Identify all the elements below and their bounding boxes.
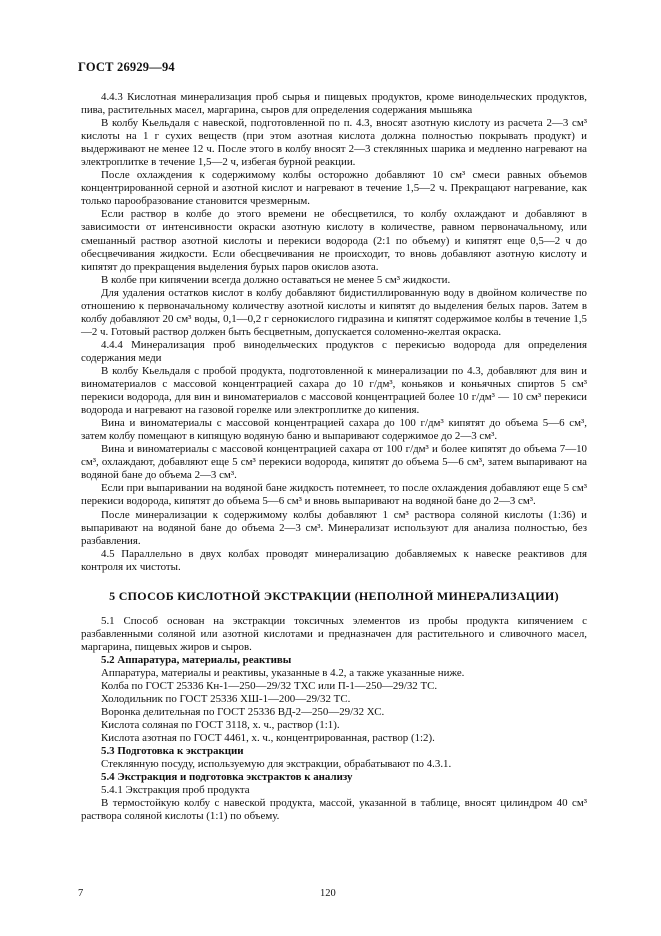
list-item: Колба по ГОСТ 25336 Кн-1—250—29/32 ТХС или П-1—250—29/32 ТС.	[101, 680, 438, 693]
paragraph: В колбе при кипячении всегда должно оставаться не менее 5 см³ жидкости.	[101, 273, 451, 286]
paragraph: В колбу Кьельдаля с навеской, подготовленной по п. 4.3, вносят азотную кислоту из расчета 2—3 см³ кислоты на 1 г сухих веществ (при этом азотная кислота должна полностью покрывать продукт) и выдерживают не менее 12 ч. После этого в колбу вносят 2—3 стеклянных шарика и медленно нагревают на электроплитке в течение 1,5—2 ч, избегая бурной реакции.	[81, 117, 587, 169]
paragraph-5-1: 5.1 Способ основан на экстракции токсичных элементов из пробы продукта кипячением с разбавленными соляной или азотной кислотами и предназначен для растительного и сливочного масел, маргарина, пищевых жиров и сыров.	[81, 614, 587, 653]
document-body	[81, 91, 587, 824]
paragraph: Вина и виноматериалы с массовой концентрацией сахара от 100 г/дм³ и более кипятят до объема 7—10 см³, охлаждают, добавляют еще 5 см³ перекиси водорода, кипятят до объема 5—6 см³, затем выпаривают на водяной бане до объема 2—3 см³.	[81, 443, 587, 482]
subsection-heading-5-4: 5.4 Экстракция и подготовка экстрактов к анализу	[101, 771, 353, 784]
paragraph: Если раствор в колбе до этого времени не обесцветился, то колбу охлаждают и добавляют в зависимости от интенсивности окраски азотную кислоту в количестве, равном первоначальному, или смешанный раствор азотной кислоты и перекиси водорода (2:1 по объему) и кипятят еще 0,5—2 ч до обесцвечивания жидкости. Если обесцвечивания не происходит, то вновь добавляют азотную кислоту и кипятят до прекращения выделения бурых паров окислов азота.	[81, 208, 587, 273]
list-item: Кислота азотная по ГОСТ 4461, х. ч., концентрированная, раствор (1:2).	[101, 732, 435, 745]
subsection-heading-5-2: 5.2 Аппаратура, материалы, реактивы	[101, 653, 292, 666]
document-header: ГОСТ 26929—94	[78, 60, 175, 74]
list-item: Аппаратура, материалы и реактивы, указанные в 4.2, а также указанные ниже.	[101, 666, 465, 679]
list-item: Кислота соляная по ГОСТ 3118, х. ч., раствор (1:1).	[101, 719, 340, 732]
paragraph: Вина и виноматериалы с массовой концентрацией сахара до 100 г/дм³ кипятят до объема 5—6 см³, затем колбу помещают в кипящую водяную баню и выпаривают содержимое до 2—3 см³.	[81, 417, 587, 443]
paragraph-4-5: 4.5 Параллельно в двух колбах проводят минерализацию добавляемых к навеске реактивов для контроля их чистоты.	[81, 547, 587, 573]
list-item: Холодильник по ГОСТ 25336 ХШ-1—200—29/32 ТС.	[101, 693, 351, 706]
page-number-center: 120	[320, 888, 336, 899]
paragraph: После минерализации к содержимому колбы добавляют 1 см³ раствора соляной кислоты (1:36) и выпаривают на водяной бане до объема 2—3 см³. Минерализат используют для анализа полностью, без разбавления.	[81, 508, 587, 547]
paragraph: В колбу Кьельдаля с пробой продукта, подготовленной к минерализации по 4.3, добавляют для вин и виноматериалов с массовой концентрацией сахара до 10 г/дм³, коньяков и коньячных спиртов 5 см³ перекиси водорода, для вин и виноматериалов с массовой концентрацией более 10 г/дм³ — 10 см³ перекиси водорода и нагревают на газовой горелке или электроплитке до кипения.	[81, 364, 587, 417]
paragraph-5-4-1: 5.4.1 Экстракция проб продукта	[101, 784, 250, 797]
paragraph: Стеклянную посуду, используемую для экстракции, обрабатывают по 4.3.1.	[101, 758, 452, 771]
paragraph: Если при выпаривании на водяной бане жидкость потемнеет, то после охлаждения добавляют еще 5 см³ перекиси водорода, кипятят до объема 5—6 см³ и вновь выпаривают на водяной бане до 2—3 см³.	[81, 482, 587, 508]
paragraph: Для удаления остатков кислот в колбу добавляют бидистиллированную воду в двойном количестве по отношению к первоначальному количеству азотной кислоты и кипятят до выделения белых паров. Затем в колбу добавляют 20 см³ воды, 0,1—0,2 г сернокислого гидразина и кипятят содержимое колбы в течение 1,5—2 ч. Готовый раствор должен быть бесцветным, допускается соломенно-желтая окраска.	[81, 286, 587, 338]
paragraph: После охлаждения к содержимому колбы осторожно добавляют 10 см³ смеси равных объемов концентрированной серной и азотной кислот и нагревают в течение 1,5—2 ч. Прекращают нагревание, как только парообразование становится чрезмерным.	[81, 169, 587, 208]
subsection-heading-5-3: 5.3 Подготовка к экстракции	[101, 745, 244, 758]
page-number-left: 7	[78, 888, 84, 899]
section-title: 5 СПОСОБ КИСЛОТНОЙ ЭКСТРАКЦИИ (НЕПОЛНОЙ МИНЕРАЛИЗАЦИИ)	[109, 588, 559, 603]
list-item: Воронка делительная по ГОСТ 25336 ВД-2—250—29/32 ХС.	[101, 706, 385, 719]
paragraph-4-4-3: 4.4.3 Кислотная минерализация проб сырья и пищевых продуктов, кроме винодельческих продуктов, пива, растительных масел, маргарина, сыров для определения содержания мышьяка	[81, 91, 587, 117]
paragraph: В термостойкую колбу с навеской продукта, массой, указанной в таблице, вносят цилиндром 40 см³ раствора соляной кислоты (1:1) по объему.	[81, 797, 587, 823]
paragraph-4-4-4: 4.4.4 Минерализация проб винодельческих продуктов с перекисью водорода для определения содержания меди	[81, 338, 587, 364]
